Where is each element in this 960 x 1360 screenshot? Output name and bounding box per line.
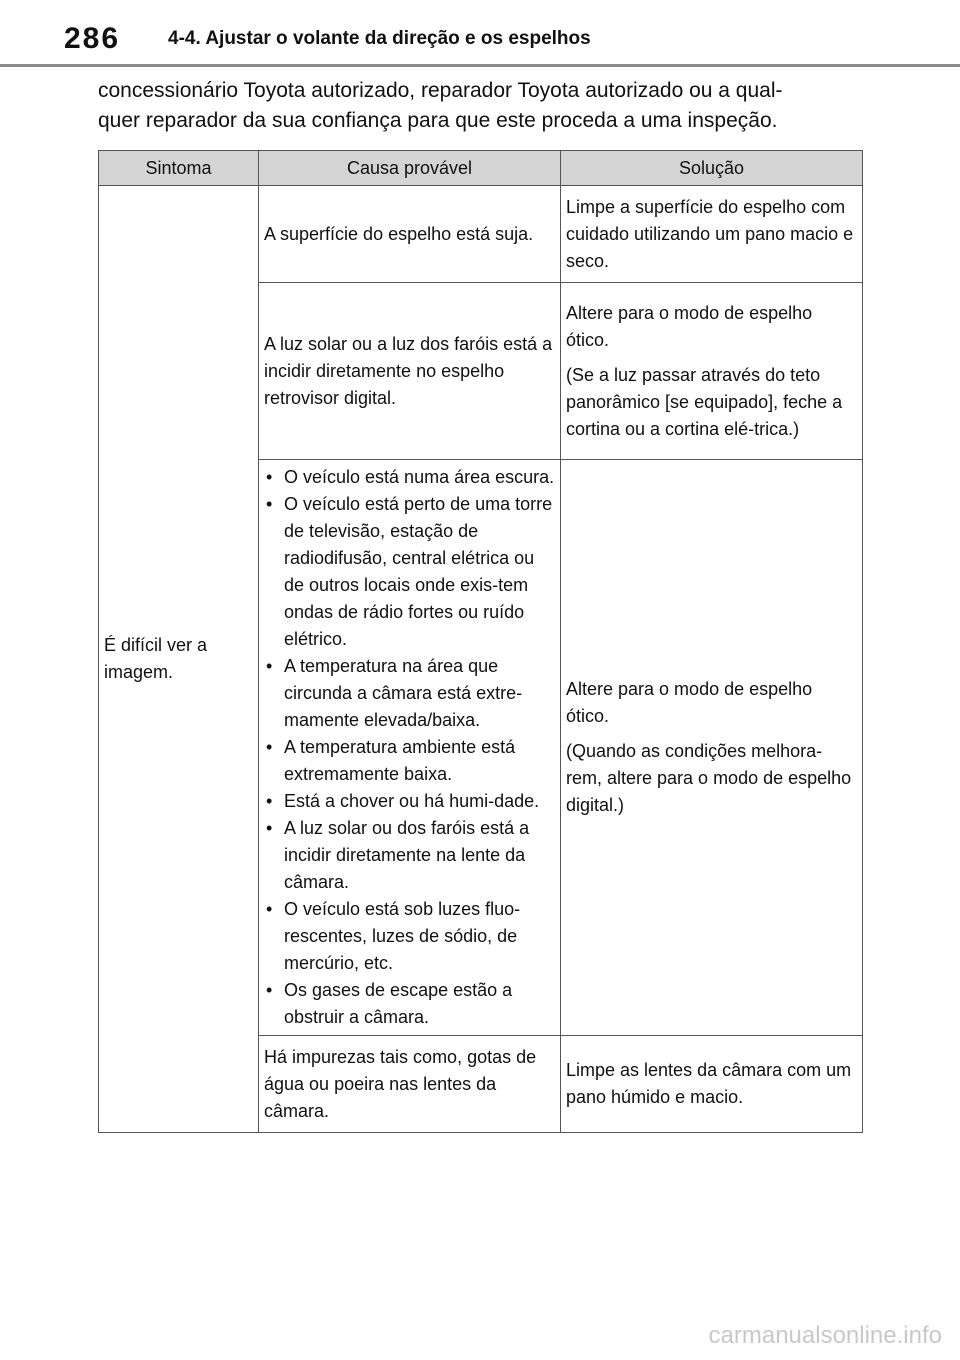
list-item: • O veículo está sob luzes fluo-rescentes, luzes de sódio, de mercúrio, etc.	[264, 896, 555, 977]
list-item: • A luz solar ou dos faróis está a incidir diretamente na lente da câmara.	[264, 815, 555, 896]
solution-cell	[561, 460, 863, 1036]
symptom-cell: É difícil ver a imagem.	[99, 186, 259, 1133]
troubleshooting-table	[98, 150, 863, 1133]
header-divider	[0, 64, 960, 67]
list-item: • O veículo está numa área escura.	[264, 464, 555, 491]
table-row	[99, 186, 863, 283]
intro-paragraph	[98, 76, 878, 136]
list-item: • Os gases de escape estão a obstruir a câmara.	[264, 977, 555, 1031]
cause-cell: A luz solar ou a luz dos faróis está a incidir diretamente no espelho retrovisor digital.	[259, 283, 561, 460]
section-title: 4-4. Ajustar o volante da direção e os espelhos	[168, 28, 591, 49]
intro-line: quer reparador da sua confiança para que este proceda a uma inspeção.	[98, 109, 778, 132]
solution-text: Limpe as lentes da câmara com um pano húmido e macio.	[566, 1060, 852, 1107]
solution-text: (Quando as condições melhora-rem, altere para o modo de espelho digital.)	[566, 741, 852, 815]
page-header	[0, 0, 960, 70]
column-header-symptom: Sintoma	[99, 151, 259, 186]
list-item: • A temperatura na área que circunda a câmara está extre-mamente elevada/baixa.	[264, 653, 555, 734]
list-item: • O veículo está perto de uma torre de televisão, estação de radiodifusão, central elétrica ou de outros locais onde exis-tem ondas de rádio fortes ou ruído elétrico.	[264, 491, 555, 653]
solution-text: (Se a luz passar através do teto panorâmico [se equipado], feche a cortina ou a cortina elé-trica.)	[566, 364, 843, 439]
cause-cell: Há impurezas tais como, gotas de água ou poeira nas lentes da câmara.	[259, 1036, 561, 1133]
cause-cell	[259, 460, 561, 1036]
solution-cell	[561, 1036, 863, 1133]
solution-text: Altere para o modo de espelho ótico.	[566, 679, 813, 726]
column-header-cause: Causa provável	[259, 151, 561, 186]
list-item: • Está a chover ou há humi-dade.	[264, 788, 555, 815]
list-item: • A temperatura ambiente está extremamente baixa.	[264, 734, 555, 788]
intro-line: concessionário Toyota autorizado, reparador Toyota autorizado ou a qual-	[98, 79, 783, 102]
cause-cell: A superfície do espelho está suja.	[259, 186, 561, 283]
site-watermark: carmanualsonline.info	[708, 1322, 942, 1349]
solution-text: Limpe a superfície do espelho com cuidado utilizando um pano macio e seco.	[566, 196, 854, 271]
solution-cell	[561, 186, 863, 283]
solution-cell	[561, 283, 863, 460]
table-header-row	[99, 151, 863, 186]
page-number: 286	[64, 22, 121, 55]
cause-bullet-list	[264, 464, 555, 1031]
solution-text: Altere para o modo de espelho ótico.	[566, 302, 813, 350]
column-header-solution: Solução	[561, 151, 863, 186]
